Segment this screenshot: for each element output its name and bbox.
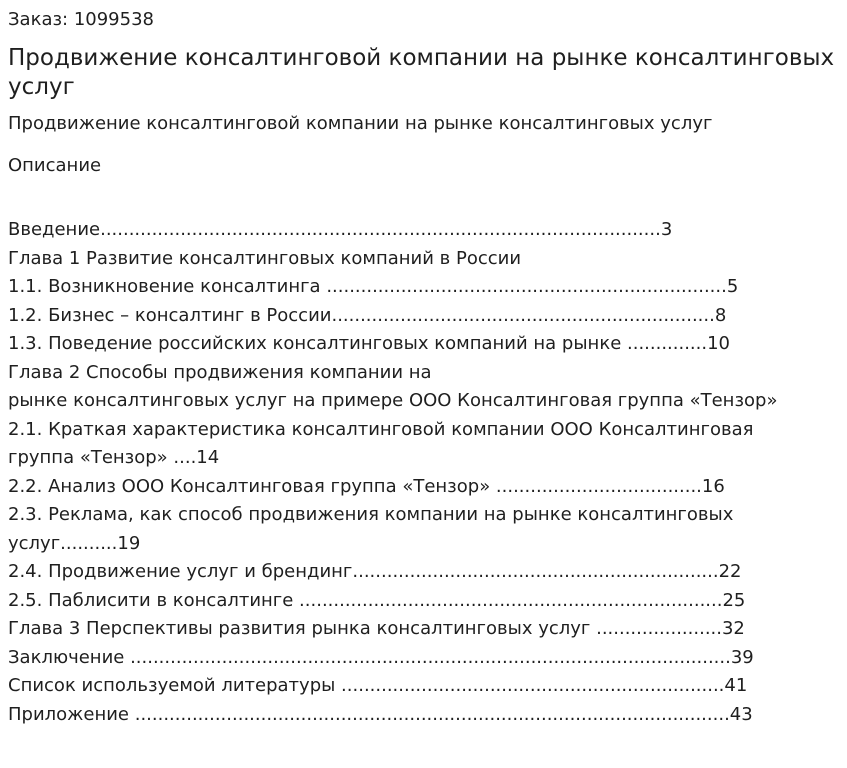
toc-line: Список используемой литературы ...................................................................41 — [8, 675, 748, 696]
toc-line: Глава 3 Перспективы развития рынка консалтинговых услуг ......................32 — [8, 618, 745, 639]
toc-line: Глава 1 Развитие консалтинговых компаний в России — [8, 247, 522, 269]
toc-line: Глава 2 Способы продвижения компании на — [8, 361, 432, 383]
toc-line: 1.2. Бизнес – консалтинг в России...................................................................8 — [8, 304, 727, 326]
toc-line: 2.3. Реклама, как способ продвижения компании на рынке консалтинговых — [8, 504, 734, 525]
page-title: Продвижение консалтинговой компании на рынке консалтинговых услуг — [8, 45, 835, 100]
toc-line: Введение..................................................................................................3 — [8, 219, 673, 240]
page-subtitle: Продвижение консалтинговой компании на рынке консалтинговых услуг — [8, 113, 713, 134]
toc-line: рынке консалтинговых услуг на примере ООО Консалтинговая группа «Тензор» — [8, 390, 778, 411]
toc-line: 2.4. Продвижение услуг и брендинг................................................................22 — [8, 561, 742, 582]
toc-line: 1.1. Возникновение консалтинга ......................................................................5 — [8, 276, 739, 297]
order-number: Заказ: 1099538 — [8, 9, 154, 30]
description-heading: Описание — [8, 155, 102, 176]
toc-line: Заключение .........................................................................................................39 — [8, 646, 754, 668]
toc-line: 1.3. Поведение российских консалтинговых компаний на рынке ..............10 — [8, 333, 731, 354]
toc-line: 2.2. Анализ ООО Консалтинговая группа «Тензор» ....................................16 — [8, 475, 725, 497]
toc-line: группа «Тензор» ....14 — [8, 447, 220, 468]
toc-line: 2.1. Краткая характеристика консалтинговой компании ООО Консалтинговая — [8, 418, 754, 440]
toc-line: 2.5. Паблисити в консалтинге ..........................................................................25 — [8, 589, 746, 611]
toc-line: услуг..........19 — [8, 532, 141, 554]
table-of-contents — [8, 216, 839, 729]
toc-line: Приложение ........................................................................................................43 — [8, 703, 753, 725]
